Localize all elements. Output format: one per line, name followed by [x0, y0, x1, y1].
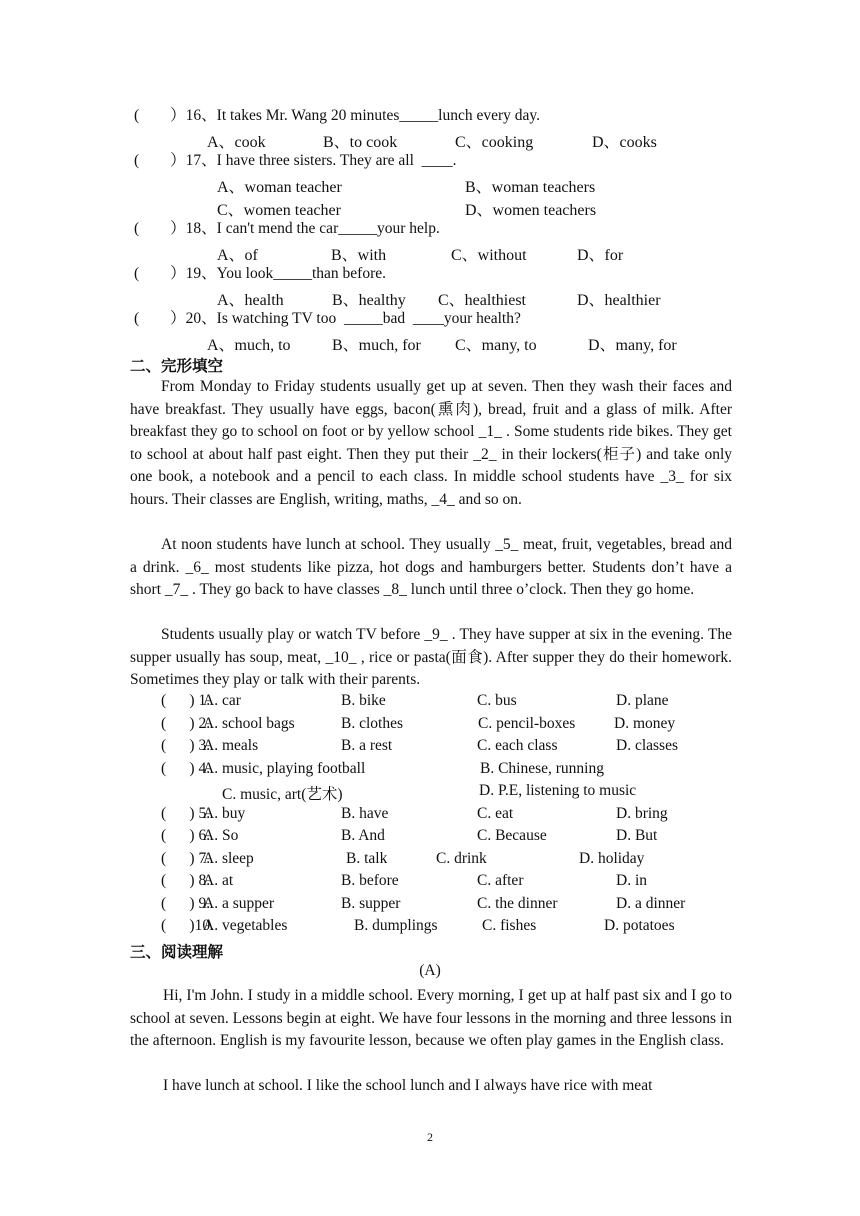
page-number: 2 [427, 1130, 433, 1144]
cloze-question-9-option-b: B. supper [341, 894, 401, 912]
cloze-question-6-option-a: A. So [203, 827, 239, 844]
cloze-question-1-number: ( ) 1. [161, 692, 211, 709]
reading-paragraph-1: Hi, I'm John. I study in a middle school. Every morning, I get up at half past six and I go to school at seven. Lessons begin at eight. We have four lessons in the morning and three lessons in the afternoon. English is my favourite lesson, because we often play games in the English class. [130, 987, 732, 1050]
q18-option-b: B、with [331, 247, 387, 264]
q20-option-a: A、much, to [207, 337, 291, 354]
cloze-question-7-option-c: C. drink [436, 849, 487, 867]
q17-option-c: C、women teacher [217, 202, 341, 219]
cloze-question-8-option-b: B. before [341, 872, 399, 889]
cloze-question-5-option-c: C. eat [477, 804, 514, 822]
q19-option-a: A、health [217, 292, 284, 309]
q18-option-d: D、for [577, 247, 624, 264]
cloze-question-7-option-d: D. holiday [579, 849, 645, 867]
cloze-question-5-option-a: A. buy [203, 804, 246, 822]
q16-option-c: C、cooking [455, 134, 534, 151]
cloze-paragraph-2: At noon students have lunch at school. They usually _5_ meat, fruit, vegetables, bread and a drink. _6_ most students like pizza, hot dogs and hamburgers better. Students don’t have a short _7_ . They go back to have classes _8_ lunch until three o’clock. Then they go home. [130, 536, 732, 599]
cloze-question-10-option-b: B. dumplings [354, 917, 438, 934]
q17-option-b: B、woman teachers [465, 179, 596, 196]
cloze-question-10-option-d: D. potatoes [604, 917, 675, 934]
cloze-question-8-option-a: A. at [203, 872, 234, 889]
cloze-question-10-option-c: C. fishes [482, 917, 537, 934]
cloze-question-4-option-a: A. music, playing football [203, 759, 366, 777]
question-16: ( ）16、It takes Mr. Wang 20 minutes_____lunch every day. [134, 107, 540, 124]
cloze-question-6-option-b: B. And [341, 827, 385, 844]
cloze-question-9-option-a: A. a supper [203, 894, 275, 912]
cloze-question-4-option-d: D. P.E, listening to music [479, 782, 637, 799]
reading-paragraph-2: I have lunch at school. I like the school lunch and I always have rice with meat [163, 1077, 653, 1094]
question-20: ( ）20、Is watching TV too _____bad ____your health? [134, 310, 521, 327]
cloze-question-4-option-b: B. Chinese, running [480, 759, 604, 777]
cloze-paragraph-3: Students usually play or watch TV before _9_ . They have supper at six in the evening. The supper usually has soup, meat, _10_ , rice or pasta(面食). After supper they do their homework. Sometimes they play or talk with their parents. [130, 626, 732, 689]
q17-option-d: D、women teachers [465, 202, 597, 219]
cloze-question-3-number: ( ) 3. [161, 737, 211, 754]
cloze-question-9-option-d: D. a dinner [616, 894, 686, 912]
cloze-question-8-number: ( ) 8. [161, 872, 211, 889]
cloze-question-3-option-b: B. a rest [341, 737, 393, 754]
cloze-question-6-option-c: C. Because [477, 827, 547, 844]
cloze-question-3-option-d: D. classes [616, 737, 678, 754]
cloze-question-6-number: ( ) 6. [161, 827, 211, 844]
cloze-question-2-number: ( ) 2. [161, 714, 211, 732]
cloze-question-10-option-a: A. vegetables [203, 917, 288, 934]
cloze-question-4-option-c: C. music, art(艺术) [222, 786, 343, 803]
question-17: ( ）17、I have three sisters. They are all ____. [134, 152, 457, 169]
section-heading-cloze: 二、完形填空 [130, 357, 224, 375]
q19-option-b: B、healthy [332, 292, 406, 309]
cloze-question-2-option-c: C. pencil-boxes [478, 714, 576, 732]
cloze-question-1-option-a: A. car [203, 692, 241, 709]
cloze-question-7-number: ( ) 7. [161, 849, 211, 867]
cloze-question-10-number: ( )10. [161, 917, 214, 934]
cloze-question-5-option-b: B. have [341, 804, 389, 822]
q20-option-b: B、much, for [332, 337, 421, 354]
cloze-question-3-option-c: C. each class [477, 737, 558, 754]
q20-option-c: C、many, to [455, 337, 537, 354]
cloze-paragraph-1: From Monday to Friday students usually get up at seven. Then they wash their faces and have breakfast. They usually have eggs, bacon(熏肉), bread, fruit and a glass of milk. After breakfast they go to school on foot or by yellow school _1_ . Some students ride bikes. They get to school at about half past eight. Then they put their _2_ in their lockers(柜子) and take only one book, a notebook and a pencil to each class. In middle school students have _3_ for six hours. Their classes are English, writing, maths, _4_ and so on. [130, 378, 732, 508]
cloze-question-5-option-d: D. bring [616, 804, 668, 822]
cloze-question-8-option-d: D. in [616, 872, 647, 889]
passage-label: (A) [419, 962, 441, 979]
q16-option-b: B、to cook [323, 134, 398, 151]
question-18: ( ）18、I can't mend the car_____your help. [134, 220, 440, 237]
cloze-question-7-option-b: B. talk [346, 849, 388, 867]
q20-option-d: D、many, for [588, 337, 677, 354]
cloze-question-1-option-d: D. plane [616, 692, 669, 709]
cloze-question-2-option-d: D. money [614, 714, 676, 732]
question-19: ( ）19、You look_____than before. [134, 265, 387, 282]
cloze-question-6-option-d: D. But [616, 827, 658, 844]
q18-option-a: A、of [217, 247, 258, 264]
cloze-question-3-option-a: A. meals [203, 737, 259, 754]
q18-option-c: C、without [451, 247, 527, 264]
q16-option-d: D、cooks [592, 134, 657, 151]
cloze-question-2-option-b: B. clothes [341, 714, 403, 732]
q19-option-c: C、healthiest [438, 292, 526, 309]
cloze-question-5-number: ( ) 5. [161, 804, 211, 822]
section-heading-reading: 三、阅读理解 [130, 943, 224, 961]
cloze-question-8-option-c: C. after [477, 872, 524, 889]
cloze-question-1-option-b: B. bike [341, 692, 386, 709]
cloze-question-9-option-c: C. the dinner [477, 894, 558, 912]
q19-option-d: D、healthier [577, 292, 661, 309]
q16-option-a: A、cook [207, 134, 266, 151]
cloze-question-4-number: ( ) 4. [161, 759, 211, 777]
cloze-question-7-option-a: A. sleep [203, 849, 254, 867]
q17-option-a: A、woman teacher [217, 179, 342, 196]
cloze-question-2-option-a: A. school bags [203, 714, 295, 732]
cloze-question-9-number: ( ) 9. [161, 894, 211, 912]
cloze-question-1-option-c: C. bus [477, 692, 517, 709]
